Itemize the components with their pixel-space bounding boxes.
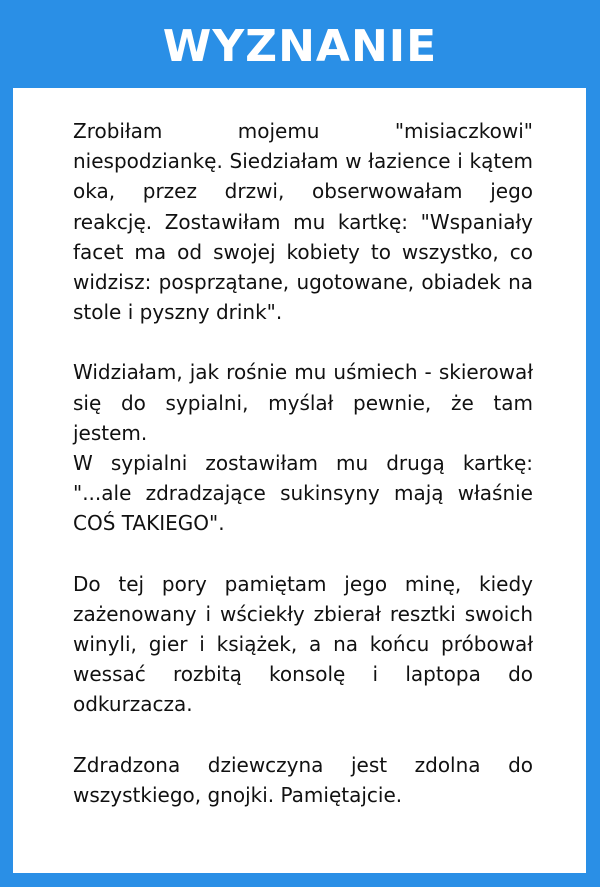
- paragraph-2-line-1: Widziałam, jak rośnie mu uśmiech - skierował się do sypialni, myślał pewnie, że tam jestem.: [73, 360, 533, 445]
- page-title: WYZNANIE: [162, 21, 438, 72]
- paragraph-4: Zdradzona dziewczyna jest zdolna do wszystkiego, gnojki. Pamiętajcie.: [73, 752, 533, 807]
- paragraph-3: Do tej pory pamiętam jego minę, kiedy zażenowany i wściekły zbierał resztki swoich winyli, gier i książek, a na końcu próbował wessać rozbitą konsolę i laptopa do odkurzacza.: [73, 571, 533, 717]
- paragraph-2-line-2: W sypialni zostawiłam mu drugą kartkę: "...ale zdradzające sukinsyny mają właśnie COŚ TAKIEGO".: [73, 451, 533, 536]
- story-text: [73, 116, 533, 810]
- header-bar: [0, 0, 600, 88]
- paragraph-1: Zrobiłam mojemu "misiaczkowi" niespodziankę. Siedziałam w łazience i kątem oka, przez drzwi, obserwowałam jego reakcję. Zostawiłam mu kartkę: "Wspaniały facet ma od swojej kobiety to wszystko, co widzisz: posprzątane, ugotowane, obiadek na stole i pyszny drink".: [73, 119, 533, 325]
- content-panel: [13, 88, 586, 873]
- paragraph-2: [73, 357, 533, 538]
